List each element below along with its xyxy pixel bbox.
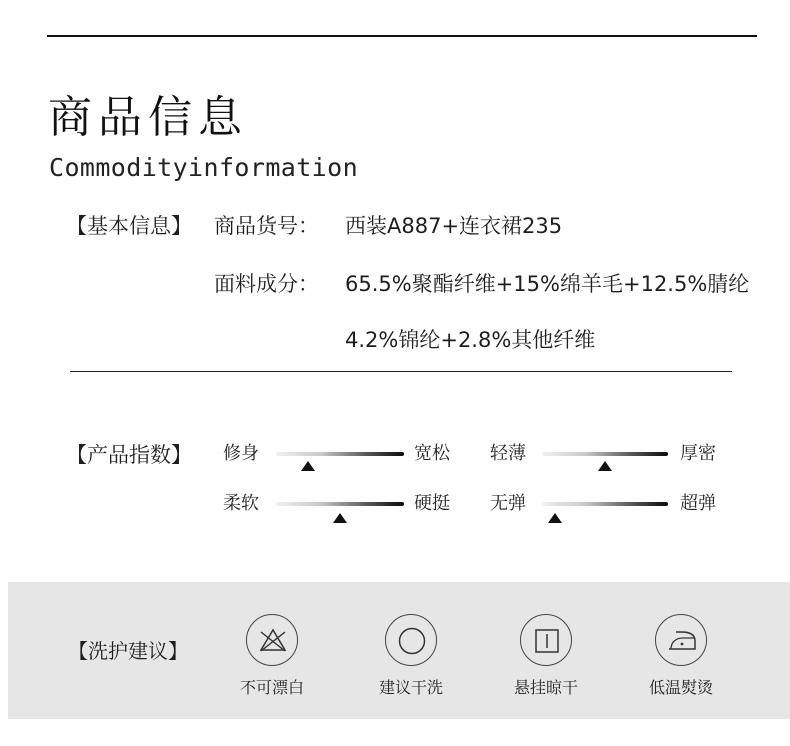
scale-left-label: 轻薄 bbox=[490, 443, 526, 464]
section-divider bbox=[70, 371, 732, 372]
scale-right-label: 宽松 bbox=[414, 443, 450, 464]
dry-clean-icon bbox=[385, 614, 437, 666]
scale-left-label: 柔软 bbox=[223, 493, 259, 514]
scale-marker bbox=[598, 461, 612, 471]
scale-marker bbox=[333, 513, 347, 523]
scale-track bbox=[276, 502, 404, 506]
fabric-composition-line1: 65.5%聚酯纤维+15%绵羊毛+12.5%腈纶 bbox=[345, 272, 750, 296]
scale-right-label: 超弹 bbox=[680, 493, 716, 514]
low-iron-icon bbox=[655, 614, 707, 666]
no-bleach-icon bbox=[246, 614, 298, 666]
page-subtitle: Commodityinformation bbox=[49, 153, 359, 182]
product-no-label: 商品货号： bbox=[214, 214, 319, 238]
page-title: 商品信息 bbox=[48, 92, 248, 143]
care-label: 建议干洗 bbox=[378, 678, 443, 697]
scale-track bbox=[542, 502, 668, 506]
care-label: 悬挂晾干 bbox=[513, 678, 578, 697]
scale-left-label: 无弹 bbox=[490, 493, 526, 514]
fabric-composition-line2: 4.2%锦纶+2.8%其他纤维 bbox=[345, 328, 596, 352]
scale-marker bbox=[548, 513, 562, 523]
product-no-value: 西装A887+连衣裙235 bbox=[345, 214, 563, 238]
hang-dry-icon bbox=[520, 614, 572, 666]
top-divider bbox=[47, 35, 757, 37]
scale-marker bbox=[301, 461, 315, 471]
scale-right-label: 硬挺 bbox=[414, 493, 450, 514]
product-index-tag: 【产品指数】 bbox=[66, 443, 192, 467]
care-label: 不可漂白 bbox=[239, 678, 304, 697]
scale-track bbox=[276, 452, 404, 456]
scale-left-label: 修身 bbox=[223, 443, 259, 464]
care-tag: 【洗护建议】 bbox=[68, 639, 188, 663]
care-label: 低温熨烫 bbox=[648, 678, 713, 697]
basic-info-tag: 【基本信息】 bbox=[66, 214, 192, 238]
scale-right-label: 厚密 bbox=[680, 443, 716, 464]
scale-track bbox=[542, 452, 668, 456]
fabric-label: 面料成分： bbox=[214, 272, 319, 296]
